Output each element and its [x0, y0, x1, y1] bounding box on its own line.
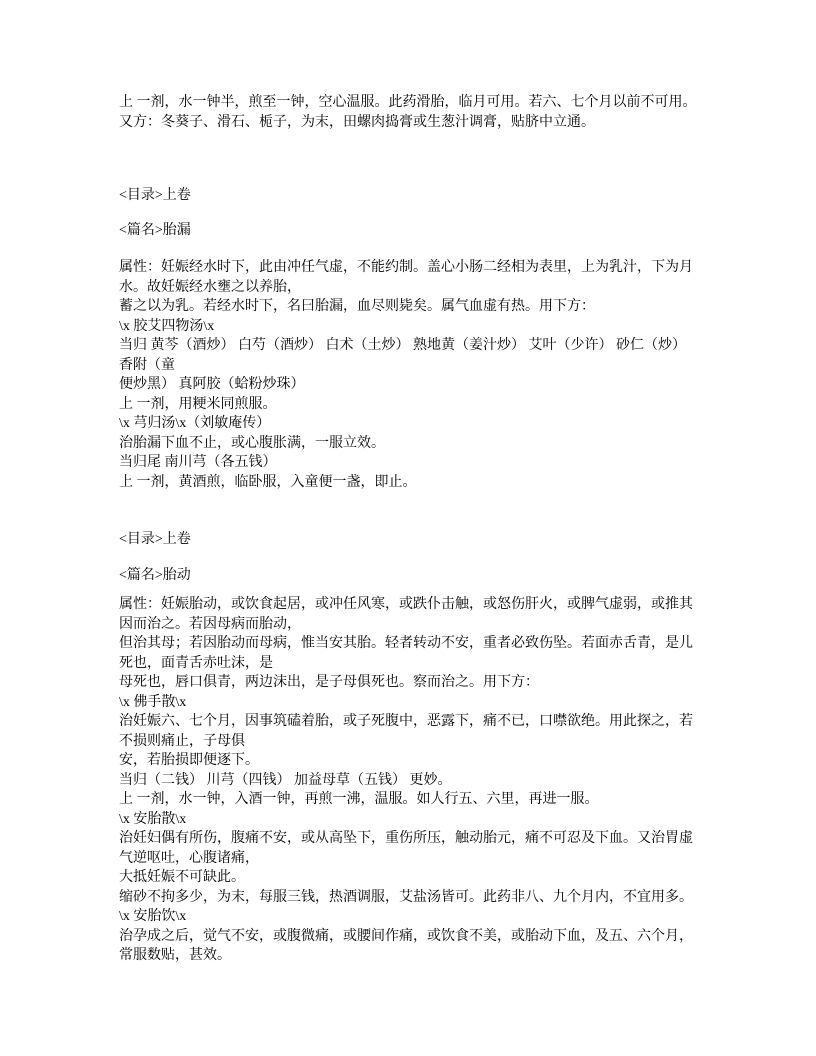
- text-line: 上 一剂，用粳米同煎服。: [119, 396, 277, 412]
- text-line: \x 佛手散\x: [119, 694, 187, 710]
- text-line: 上 一剂，黄酒煎，临卧服，入童便一盏，即止。: [119, 474, 417, 490]
- text-line: 因而治之。若因母病而胎动，: [119, 616, 301, 632]
- section-title: [119, 566, 719, 586]
- chapter-title: <篇名>胎漏: [119, 223, 191, 238]
- text-line: 常服数贴，甚效。: [119, 948, 231, 963]
- text-line: 便炒黑） 真阿胶（蛤粉炒珠）: [119, 377, 305, 392]
- text-line: 当归（二钱） 川芎（四钱） 加益母草（五钱） 更妙。: [119, 772, 452, 788]
- text-line: 大抵妊娠不可缺此。: [119, 870, 245, 885]
- text-line: \x 芎归汤\x（刘敏庵传）: [119, 416, 271, 431]
- text-line: 又方：冬葵子、滑石、栀子，为末，田螺肉捣膏或生葱汁调膏，贴脐中立通。: [119, 114, 595, 130]
- text-line: 治孕成之后，觉气不安，或腹微痛，或腰间作痛，或饮食不美，或胎动下血，及五、六个月，: [119, 928, 693, 944]
- section-catalog: [119, 530, 719, 550]
- text-line: 蓄之以为乳。若经水时下，名曰胎漏，血尽则毙矣。属气血虚有热。用下方：: [119, 299, 595, 314]
- catalog-label: <目录>上卷: [119, 188, 191, 203]
- text-line: 但治其母；若因胎动而母病，惟当安其胎。轻者转动不安，重者必致伤坠。若面赤舌青，是儿: [119, 636, 693, 651]
- text-line: 治胎漏下血不止，或心腹胀满，一服立效。: [119, 435, 385, 451]
- section-catalog: [119, 186, 719, 206]
- text-line: 水。故妊娠经水壅之以养胎，: [119, 279, 301, 295]
- catalog-label: <目录>上卷: [119, 532, 191, 547]
- section-body: [119, 258, 719, 492]
- text-line: 当归尾 南川芎（各五钱）: [119, 455, 277, 470]
- text-line: 死也，面青舌赤吐沫，是: [119, 655, 273, 671]
- text-line: 母死也，唇口俱青，两边沫出，是子母俱死也。察而治之。用下方：: [119, 675, 539, 690]
- text-line: 上 一剂，水一钟，入酒一钟，再煎一沸，温服。如人行五、六里，再进一服。: [119, 792, 599, 807]
- text-line: 属性：妊娠胎动，或饮食起居，或冲任风寒，或跌仆击触，或怒伤肝火，或脾气虚弱，或推其: [119, 597, 693, 612]
- text-line: 上 一剂，水一钟半，煎至一钟，空心温服。此药滑胎，临月可用。若六、七个月以前不可用。: [119, 95, 697, 110]
- text-line: \x 安胎散\x: [119, 811, 187, 827]
- section-title: [119, 221, 719, 241]
- text-line: 气逆呕吐，心腹诸痛，: [119, 850, 259, 866]
- text-line: 当归 黄芩（酒炒） 白芍（酒炒） 白术（土炒） 熟地黄（姜汁炒） 艾叶（少许） 砂仁（炒）: [119, 338, 686, 353]
- text-line: \x 胶艾四物汤\x: [119, 318, 215, 334]
- chapter-title: <篇名>胎动: [119, 568, 191, 583]
- text-line: 治妊娠六、七个月，因事筑磕着胎，或子死腹中，恶露下，痛不已，口噤欲绝。用此探之，若: [119, 714, 693, 729]
- text-line: 治妊妇偶有所伤，腹痛不安，或从高坠下，重伤所压，触动胎元，痛不可忍及下血。又治胃虚: [119, 831, 693, 846]
- text-line: 属性：妊娠经水时下，此由冲任气虚，不能约制。盖心小肠二经相为表里，上为乳汁，下为月: [119, 260, 693, 275]
- text-line: 缩砂不拘多少，为末，每服三钱，热酒调服，艾盐汤皆可。此药非八、九个月内，不宜用多。: [119, 889, 693, 905]
- text-line: 香附（童: [119, 357, 175, 373]
- text-line: \x 安胎饮\x: [119, 909, 187, 924]
- intro-paragraph: [119, 93, 719, 132]
- section-body: [119, 595, 719, 966]
- text-line: 不损则痛止，子母俱: [119, 733, 245, 749]
- text-line: 安，若胎损即便逐下。: [119, 753, 259, 768]
